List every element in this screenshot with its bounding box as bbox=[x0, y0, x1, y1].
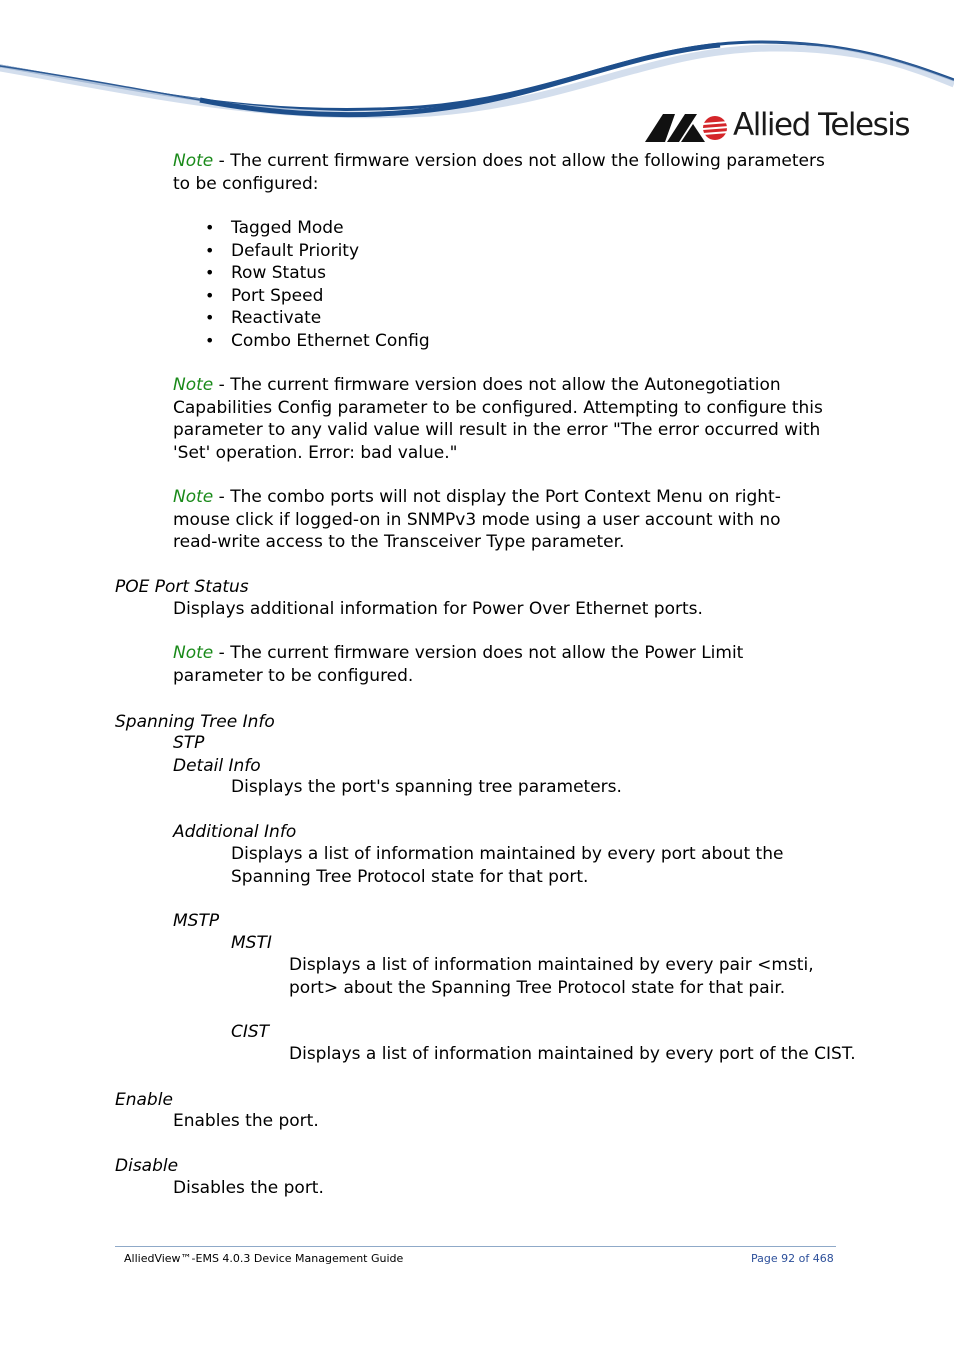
allied-telesis-mark-icon bbox=[645, 114, 729, 142]
list-item: • Reactivate bbox=[231, 307, 430, 330]
brand-logo bbox=[645, 107, 909, 150]
note-block-3 bbox=[173, 486, 823, 554]
poe-heading: POE Port Status bbox=[115, 577, 249, 597]
note-label: Note bbox=[173, 487, 214, 507]
note-text: - The current firmware version does not allow the following parameters to be configured: bbox=[173, 151, 825, 194]
disable-heading: Disable bbox=[115, 1156, 179, 1176]
cist-description: Displays a list of information maintained by every port of the CIST. bbox=[289, 1044, 856, 1064]
note-paragraph bbox=[173, 374, 843, 464]
stp-heading: STP bbox=[173, 733, 205, 753]
list-item: • Default Priority bbox=[231, 240, 430, 263]
list-item: • Port Speed bbox=[231, 285, 430, 308]
note-paragraph bbox=[173, 150, 843, 195]
footer-page-number: Page 92 of 468 bbox=[751, 1252, 834, 1265]
footer-doc-title: AlliedView™-EMS 4.0.3 Device Management Guide bbox=[124, 1252, 404, 1265]
additional-info-heading: Additional Info bbox=[173, 822, 297, 842]
note-text: - The combo ports will not display the Port Context Menu on right-mouse click if logged-on in SNMPv3 mode using a user account with no read-write access to the Transceiver Type parameter. bbox=[173, 487, 781, 552]
disable-description: Disables the port. bbox=[173, 1178, 324, 1198]
note-block-2 bbox=[173, 374, 843, 464]
enable-description: Enables the port. bbox=[173, 1111, 319, 1131]
poe-description: Displays additional information for Power Over Ethernet ports. bbox=[173, 599, 703, 619]
msti-heading: MSTI bbox=[231, 933, 272, 953]
note-text: - The current firmware version does not allow the Autonegotiation Capabilities Config parameter to be configured. Attempting to configure this parameter to any valid value will result in the error "The error occurred with 'Set' operation. Error: bad value." bbox=[173, 375, 823, 463]
note-text: - The current firmware version does not allow the Power Limit parameter to be configured. bbox=[173, 643, 744, 686]
note-block-1 bbox=[173, 150, 843, 195]
list-item: • Combo Ethernet Config bbox=[231, 330, 430, 353]
note-label: Note bbox=[173, 643, 214, 663]
list-item: • Tagged Mode bbox=[231, 217, 430, 240]
enable-heading: Enable bbox=[115, 1090, 173, 1110]
cist-heading: CIST bbox=[231, 1022, 270, 1042]
msti-description: Displays a list of information maintained by every pair <msti, port> about the Spanning Tree Protocol state for that pair. bbox=[289, 955, 814, 998]
mstp-heading: MSTP bbox=[173, 911, 220, 931]
list-item: • Row Status bbox=[231, 262, 430, 285]
unconfigurable-params-list bbox=[231, 217, 430, 352]
detail-info-heading: Detail Info bbox=[173, 756, 261, 776]
note-label: Note bbox=[173, 151, 214, 171]
spanning-tree-heading: Spanning Tree Info bbox=[115, 712, 275, 732]
note-paragraph bbox=[173, 486, 823, 554]
brand-name: Allied Telesis bbox=[733, 107, 909, 143]
detail-info-description: Displays the port's spanning tree parameters. bbox=[231, 777, 622, 797]
note-label: Note bbox=[173, 375, 214, 395]
footer-divider bbox=[115, 1246, 836, 1247]
note-paragraph bbox=[173, 642, 833, 687]
additional-info-description: Displays a list of information maintained by every port about the Spanning Tree Protocol state for that port. bbox=[231, 844, 784, 887]
note-block-4 bbox=[173, 642, 833, 687]
